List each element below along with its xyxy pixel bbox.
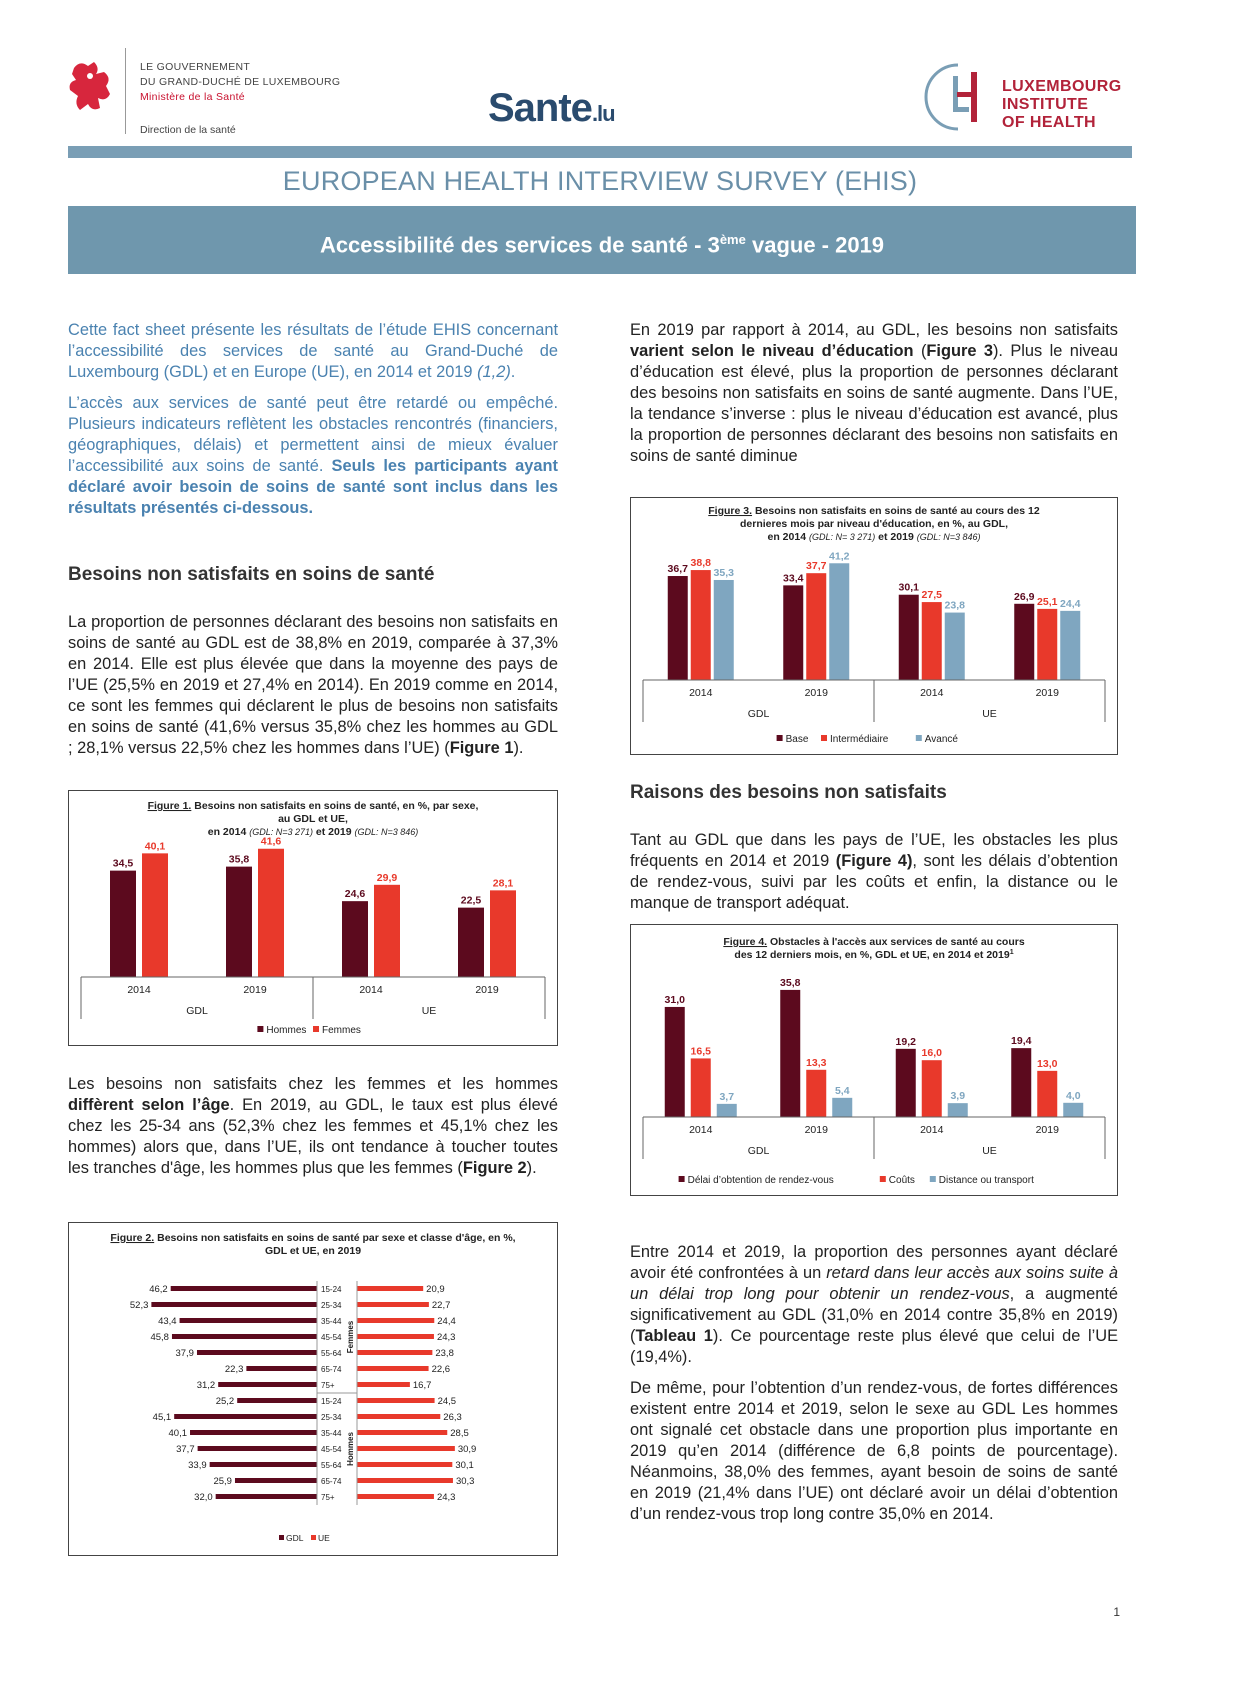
ue-label-8: 26,3 [443,1412,462,1423]
gdl-label-11: 33,9 [188,1460,207,1471]
data-label-3-2: 24,4 [1060,597,1081,610]
chart-title-line-2: des 12 derniers mois, en %, GDL et UE, en 2014 et 2019$^1$ [734,949,1014,961]
bar-ue-3 [357,1334,434,1339]
data-label-0-2: 3,7 [719,1090,735,1103]
bar-Intermédiaire-3 [1037,609,1057,680]
age-label-2: 35-44 [321,1317,342,1326]
bar-Base-1 [783,585,803,680]
bar-Hommes-1 [226,867,252,977]
age-label-6: 75+ [321,1381,335,1390]
age-label-8: 25-34 [321,1413,342,1422]
chart-title: Figure 1. Besoins non satisfaits en soins de santé, en %, par sexe, [147,800,479,812]
bar-gdl-0 [171,1286,317,1291]
bar-gdl-2 [180,1318,317,1323]
bar-ue-2 [357,1318,434,1323]
x-tick-2: 2014 [920,1124,944,1136]
figure-4-chart [630,924,1118,1196]
bar-Hommes-3 [458,908,484,977]
data-label-1-0: 35,8 [780,976,801,989]
legend-swatch-ue [311,1535,316,1540]
data-label-0-0: 31,0 [664,993,685,1006]
figure-1-chart [68,790,558,1046]
age-label-13: 75+ [321,1493,335,1502]
bar-ue-8 [357,1414,440,1419]
data-label-3-0: 19,4 [1011,1035,1032,1048]
bar-ue-10 [357,1446,455,1451]
gdl-label-8: 45,1 [152,1412,172,1423]
intro-paragraph-2: L’accès aux services de santé peut être retardé ou empêché. Plusieurs indicateurs reflètent les obstacles rencontrés (financiers, géographiques, délais) et permettent ainsi de mieux évaluer l’accessibilité aux soins de santé. Seuls les participants ayant déclaré avoir besoin de soins de santé sont inclus dans les résultats présentés ci-dessous. [68,394,558,517]
luxembourg-lion-logo [66,58,116,114]
gdl-label-4: 37,9 [175,1348,194,1359]
data-label-1-0: 35,8 [228,853,250,866]
bar-Coûts-2 [922,1060,942,1117]
group-label-0: GDL [747,708,770,720]
bar-Hommes-0 [110,871,136,977]
x-tick-1: 2019 [804,687,828,699]
legend-0: Base [785,734,809,745]
data-label-1-1: 41,6 [260,835,282,848]
paragraph-age: Les besoins non satisfaits chez les femmes et les hommes diffèrent selon l’âge. En 2019, au GDL, le taux est plus élevé chez les 25-34 ans (52,3% chez les femmes et 45,1% chez les hommes) alors que, dans l’UE, ils ont tendance à toucher toutes les tranches d'âge, les hommes plus que les femmes (Figure 2). [68,1075,558,1177]
x-tick-1: 2019 [804,1124,828,1136]
bar-Base-3 [1014,604,1034,680]
gdl-label-13: 32,0 [194,1492,213,1503]
header-divider [125,48,126,134]
legend-swatch-0 [777,735,783,741]
bar-ue-6 [357,1382,410,1387]
data-label-3-1: 25,1 [1037,595,1058,608]
fig1-svg [69,791,557,1045]
survey-title: EUROPEAN HEALTH INTERVIEW SURVEY (EHIS) [282,166,918,196]
data-label-2-0: 30,1 [898,581,919,594]
group-label-0: GDL [186,1005,208,1017]
group-label-0: Femmes [346,1320,355,1354]
bar-Avancé-2 [945,613,965,680]
chart-title-line-2: GDL et UE, en 2019 [264,1245,362,1257]
ue-label-4: 23,8 [435,1348,454,1359]
data-label-0-0: 34,5 [112,857,134,870]
top-color-bar [68,146,1132,158]
subtitle-band: Accessibilité des services de santé - 3ème vague - 2019 [68,206,1136,274]
x-tick-0: 2014 [689,1124,713,1136]
legend-0: Hommes [266,1025,307,1036]
x-tick-3: 2019 [1035,687,1059,699]
bar-Distance ou transport-2 [948,1103,968,1117]
ue-label-9: 28,5 [450,1428,469,1439]
bar-gdl-8 [174,1414,317,1419]
data-label-0-2: 35,3 [713,566,734,579]
bar-Distance ou transport-3 [1063,1103,1083,1117]
paragraph-delais: Entre 2014 et 2019, la proportion des personnes ayant déclaré avoir été confrontées à un retard dans leur accès aux soins suite à un délai trop long pour obtenir un rendez-vous, a augmenté significativement au GDL (31,0% en 2014 contre 35,8% en 2019) (Tableau 1). Ce pourcentage reste plus élevé que celui de l’UE (19,4%). De même, pour l’obtention d’un rendez-vous, de fortes différences existent entre 2014 et 2019, selon le sexe au GDL Les hommes ont signalé cet obstacle dans une proportion plus importante en 2019 qu’en 2014 (différence de 6,8 points de pourcentage). Néanmoins, 38,0% des femmes, ayant besoin de soins de santé en 2019 (21,4% dans l’UE) ont déclaré avoir un délai d’obtention d’un rendez-vous trop long contre 35,0% en 2014. [630,1243,1119,1523]
data-label-0-1: 38,8 [690,557,711,570]
legend-swatch-1 [821,735,827,741]
bar-ue-0 [357,1286,423,1291]
bar-Délai d’obtention de rendez-vous-1 [780,990,800,1117]
bar-Délai d’obtention de rendez-vous-0 [665,1007,685,1117]
age-label-7: 15-24 [321,1397,342,1406]
legend-swatch-2 [916,735,922,741]
bar-gdl-7 [237,1398,317,1403]
gdl-label-9: 40,1 [168,1428,188,1439]
gdl-label-5: 22,3 [224,1364,244,1375]
paragraph-obstacles: Tant au GDL que dans les pays de l’UE, les obstacles les plus fréquents en 2014 et 2019 (Figure 4), sont les délais d’obtention de rendez-vous, suivi par les coûts et enfin, la distance ou le manque de transport adéquat. [630,831,1118,912]
gdl-label-1: 52,3 [129,1300,149,1311]
legend-0: Délai d’obtention de rendez-vous [687,1175,834,1186]
gdl-label-12: 25,9 [213,1476,232,1487]
ue-label-12: 30,3 [455,1476,475,1487]
gdl-label-3: 45,8 [150,1332,169,1343]
age-label-0: 15-24 [321,1285,342,1294]
bar-ue-7 [357,1398,435,1403]
age-label-10: 45-54 [321,1445,342,1454]
bar-Distance ou transport-0 [717,1104,737,1117]
group-label-1: UE [982,1145,997,1157]
bar-gdl-12 [235,1478,317,1483]
bar-gdl-11 [210,1462,317,1467]
legend-1: Coûts [888,1175,915,1186]
chart-title-line-3: en 2014 (GDL: N=3 271) et 2019 (GDL: N=3 846) [207,826,419,838]
intro-text [68,320,558,529]
legend-swatch-0 [257,1026,263,1032]
bar-Délai d’obtention de rendez-vous-2 [896,1049,916,1117]
ue-label-5: 22,6 [431,1364,451,1375]
bar-Avancé-1 [829,563,849,680]
heading-besoins: Besoins non satisfaits en soins de santé [68,564,435,585]
government-name: LE GOUVERNEMENT DU GRAND-DUCHÉ DE LUXEMBOURG Ministère de la Santé [140,61,341,103]
age-label-9: 35-44 [321,1429,342,1438]
legend-ue: UE [318,1533,330,1543]
legend-1: Femmes [322,1025,361,1036]
chart-title-line-3: en 2014 (GDL: N= 3 271) et 2019 (GDL: N=3 846) [767,531,981,543]
x-tick-2: 2014 [920,687,944,699]
data-label-3-0: 22,5 [460,894,482,907]
ue-label-10: 30,9 [457,1444,477,1455]
data-label-1-1: 13,3 [806,1056,827,1069]
bar-ue-4 [357,1350,432,1355]
direction-sante: Direction de la santé [140,124,236,136]
group-label-1: Hommes [346,1432,355,1466]
data-label-2-1: 16,0 [921,1047,942,1060]
chart-title-line-2: au GDL et UE, [278,813,348,825]
paragraph-education: En 2019 par rapport à 2014, au GDL, les besoins non satisfaits varient selon le niveau d’éducation (Figure 3). Plus le niveau d’éducation est élevé, plus la proportion de personnes déclarant des besoins non satisfaits en soins de santé augmente. Dans l’UE, la tendance s’inverse : plus le niveau d’éducation est avancé, plus la proportion de personnes déclarant des besoins non satisfaits en soins de santé diminue [630,321,1119,465]
bar-Femmes-1 [258,849,284,977]
ue-label-3: 24,3 [436,1332,456,1343]
sante-lu-logo: Sante.lu [488,86,615,130]
gdl-label-0: 46,2 [149,1284,168,1295]
data-label-2-1: 27,5 [921,589,942,602]
bar-Intermédiaire-0 [691,570,711,680]
data-label-2-2: 23,8 [944,599,965,612]
legend-gdl: GDL [286,1533,304,1543]
bar-Femmes-2 [374,885,400,977]
gdl-label-2: 43,4 [158,1316,177,1327]
fig4-svg [631,925,1117,1195]
data-label-1-0: 33,4 [783,572,804,585]
bar-Hommes-2 [342,901,368,977]
gdl-label-6: 31,2 [196,1380,216,1391]
data-label-1-2: 5,4 [834,1084,850,1097]
fig2-svg [69,1223,557,1555]
ue-label-13: 24,3 [436,1492,456,1503]
data-label-2-2: 3,9 [950,1090,966,1103]
x-tick-0: 2014 [127,984,151,996]
data-label-3-2: 4,0 [1065,1089,1081,1102]
figure-2-chart [68,1222,558,1556]
bar-Délai d’obtention de rendez-vous-3 [1011,1048,1031,1117]
bar-ue-5 [357,1366,429,1371]
legend-swatch-gdl [279,1535,284,1540]
bar-gdl-3 [172,1334,317,1339]
data-label-3-0: 26,9 [1014,590,1035,603]
legend-swatch-0 [679,1176,685,1182]
intro-paragraph-1: Cette fact sheet présente les résultats de l’étude EHIS concernant l’accessibilité des services de santé au Grand-Duché de Luxembourg (GDL) et en Europe (UE), en 2014 et 2019 (1,2). [68,321,558,381]
bar-Coûts-3 [1037,1071,1057,1117]
bar-Base-2 [899,595,919,680]
legend-2: Avancé [924,734,958,745]
bar-gdl-10 [198,1446,317,1451]
figure-3-chart [630,497,1118,755]
paragraph-besoins: La proportion de personnes déclarant des besoins non satisfaits en soins de santé au GDL est de 38,8% en 2019, comparée à 37,3% en 2014. Elle est plus élevée que dans la moyenne des pays de l’UE (25,5% en 2019 et 27,4% en 2014). En 2019 comme en 2014, ce sont les femmes qui déclarent le plus de besoins non satisfaits en soins de santé (41,6% versus 35,8% chez les hommes au GDL ; 28,1% versus 22,5% chez les hommes dans l’UE) (Figure 1). [68,613,558,757]
bar-Intermédiaire-1 [806,573,826,680]
ue-label-2: 24,4 [437,1316,456,1327]
bar-ue-1 [357,1302,429,1307]
bar-Intermédiaire-2 [922,602,942,680]
gdl-label-10: 37,7 [176,1444,195,1455]
data-label-0-0: 36,7 [667,563,688,576]
bar-ue-11 [357,1462,452,1467]
x-tick-2: 2014 [359,984,383,996]
ue-label-6: 16,7 [412,1380,432,1391]
data-label-2-1: 29,9 [376,871,398,884]
lih-logo [923,62,993,132]
age-label-11: 55-64 [321,1461,342,1470]
chart-title-line-2: dernieres mois par niveau d'éducation, en %, au GDL, [740,518,1008,530]
group-label-1: UE [421,1005,437,1017]
bar-Base-0 [668,576,688,680]
x-tick-3: 2019 [475,984,499,996]
x-tick-0: 2014 [689,687,713,699]
group-label-0: GDL [747,1145,770,1157]
data-label-0-1: 40,1 [144,840,166,853]
data-label-1-2: 41,2 [829,550,850,563]
data-label-2-0: 24,6 [344,888,366,901]
bar-Avancé-3 [1060,611,1080,680]
legend-swatch-2 [930,1176,936,1182]
ue-label-1: 22,7 [431,1300,451,1311]
lih-name: LUXEMBOURG INSTITUTE OF HEALTH [1002,78,1122,131]
bar-gdl-9 [190,1430,317,1435]
legend-swatch-1 [880,1176,886,1182]
data-label-2-0: 19,2 [895,1035,916,1048]
legend-2: Distance ou transport [938,1175,1034,1186]
bar-gdl-1 [151,1302,317,1307]
bar-gdl-13 [216,1494,317,1499]
data-label-3-1: 13,0 [1037,1057,1058,1070]
ue-label-7: 24,5 [437,1396,457,1407]
page-number: 1 [1113,1605,1120,1619]
data-label-3-1: 28,1 [492,877,514,890]
bar-ue-9 [357,1430,447,1435]
bar-Avancé-0 [714,580,734,680]
fig3-svg [631,498,1117,754]
age-label-1: 25-34 [321,1301,342,1310]
heading-raisons: Raisons des besoins non satisfaits [630,782,947,803]
bar-gdl-5 [246,1366,317,1371]
data-label-1-1: 37,7 [806,560,827,573]
bar-gdl-6 [218,1382,317,1387]
age-label-3: 45-54 [321,1333,342,1342]
bar-ue-12 [357,1478,453,1483]
ue-label-11: 30,1 [455,1460,474,1471]
legend-1: Intermédiaire [830,734,889,745]
chart-title: Figure 2. Besoins non satisfaits en soins de santé par sexe et classe d'âge, en %, [110,1232,516,1244]
group-label-1: UE [982,708,997,720]
bar-Coûts-0 [691,1058,711,1117]
chart-title: Figure 4. Obstacles à l'accès aux services de santé au cours [723,936,1025,948]
bar-Coûts-1 [806,1070,826,1117]
x-tick-1: 2019 [243,984,267,996]
data-label-0-1: 16,5 [690,1045,711,1058]
legend-swatch-1 [313,1026,319,1032]
age-label-12: 65-74 [321,1477,342,1486]
bar-Femmes-0 [142,853,168,977]
age-label-4: 55-64 [321,1349,342,1358]
ue-label-0: 20,9 [426,1284,445,1295]
gdl-label-7: 25,2 [215,1396,235,1407]
bar-ue-13 [357,1494,434,1499]
x-tick-3: 2019 [1035,1124,1059,1136]
chart-title: Figure 3. Besoins non satisfaits en soins de santé au cours des 12 [708,505,1040,517]
bar-Distance ou transport-1 [832,1098,852,1117]
age-label-5: 65-74 [321,1365,342,1374]
bar-gdl-4 [197,1350,317,1355]
bar-Femmes-3 [490,890,516,977]
